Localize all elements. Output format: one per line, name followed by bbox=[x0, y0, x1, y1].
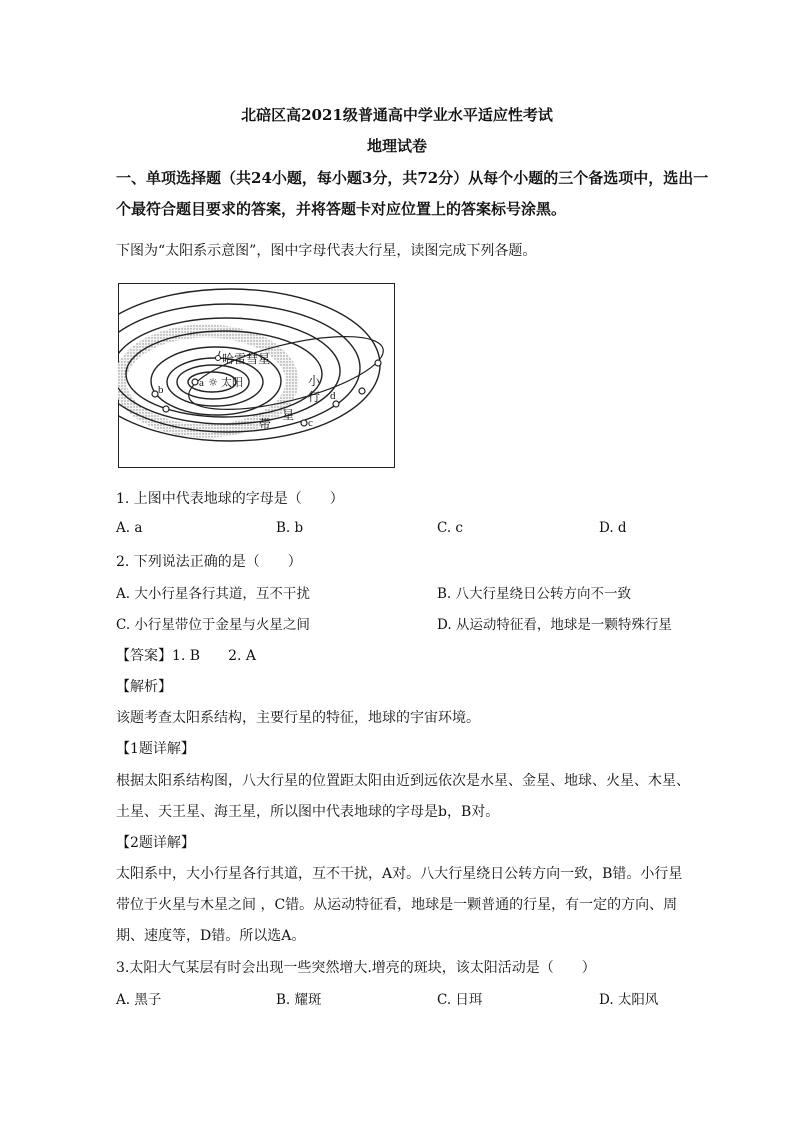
q2-option-b[interactable]: B. 八大行星绕日公转方向不一致 bbox=[437, 586, 632, 602]
q1-option-c[interactable]: C. c bbox=[437, 520, 463, 536]
q2-option-a[interactable]: A. 大小行星各行其道，互不干扰 bbox=[116, 586, 310, 602]
q1-stem: 1. 上图中代表地球的字母是（ ） bbox=[116, 491, 344, 507]
label-sun: 太阳 bbox=[221, 377, 243, 389]
q2-option-d[interactable]: D. 从运动特征看，地球是一颗特殊行星 bbox=[437, 617, 672, 633]
label-belt-3: 星 bbox=[282, 408, 295, 422]
section-instruction-line2: 个最符合题目要求的答案，并将答题卡对应位置上的答案标号涂黑。 bbox=[116, 200, 567, 218]
label-b: b bbox=[158, 384, 164, 396]
q2-stem: 2. 下列说法正确的是（ ） bbox=[116, 554, 302, 570]
q1-option-d[interactable]: D. d bbox=[599, 520, 627, 536]
q2-option-c[interactable]: C. 小行星带位于金星与火星之间 bbox=[116, 617, 310, 633]
planet-a-marker bbox=[192, 379, 198, 385]
q3-option-a[interactable]: A. 黑子 bbox=[116, 992, 162, 1008]
section-instruction-line1: 一、单项选择题（共24小题，每小题3分，共72分）从每个小题的三个备选项中，选出一 bbox=[116, 169, 709, 187]
label-c: c bbox=[308, 417, 313, 429]
planet-extra3-marker bbox=[375, 360, 381, 366]
answer-line: 【答案】1. B 2. A bbox=[116, 648, 257, 664]
label-comet: 哈雷彗星 bbox=[222, 352, 271, 366]
planet-c-marker bbox=[301, 420, 307, 426]
exam-title: 北碚区高2021级普通高中学业水平适应性考试 bbox=[241, 106, 553, 124]
q1-option-b[interactable]: B. b bbox=[276, 520, 304, 536]
exam-subtitle: 地理试卷 bbox=[366, 137, 427, 155]
q3-option-b[interactable]: B. 耀斑 bbox=[276, 992, 322, 1008]
figure-intro: 下图为“太阳系示意图”，图中字母代表大行星，读图完成下列各题。 bbox=[116, 243, 537, 259]
planet-extra-marker bbox=[163, 406, 169, 412]
label-belt-2: 行 bbox=[308, 390, 321, 404]
label-a: a bbox=[199, 377, 204, 389]
q3-option-c[interactable]: C. 日珥 bbox=[437, 992, 483, 1008]
detail1-line1: 根据太阳系结构图，八大行星的位置距太阳由近到远依次是水星、金星、地球、火星、木星、 bbox=[116, 773, 690, 789]
q1-option-a[interactable]: A. a bbox=[116, 520, 143, 536]
label-belt-1: 小 bbox=[308, 374, 321, 388]
detail2-line1: 太阳系中，大小行星各行其道，互不干扰，A对。八大行星绕日公转方向一致，B错。小行星 bbox=[116, 866, 683, 882]
comet-marker bbox=[216, 356, 221, 361]
detail1-line2: 土星、天王星、海王星，所以图中代表地球的字母是b，B对。 bbox=[116, 804, 500, 820]
label-belt-4: 带 bbox=[259, 417, 272, 431]
planet-extra2-marker bbox=[359, 388, 365, 394]
analysis-heading: 【解析】 bbox=[116, 679, 172, 695]
q3-option-d[interactable]: D. 太阳风 bbox=[599, 992, 659, 1008]
analysis-text: 该题考查太阳系结构，主要行星的特征，地球的宇宙环境。 bbox=[116, 710, 480, 726]
q3-stem: 3.太阳大气某层有时会出现一些突然增大.增亮的斑块，该太阳活动是（ ） bbox=[116, 960, 596, 976]
sun-icon: ☼ bbox=[208, 376, 218, 389]
detail2-line3: 期、速度等，D错。所以选A。 bbox=[116, 928, 306, 944]
detail2-line2: 带位于火星与木星之间 ，C错。从运动特征看，地球是一颗普通的行星，有一定的方向、周 bbox=[116, 897, 678, 913]
label-d: d bbox=[330, 390, 336, 402]
detail1-heading: 【1题详解】 bbox=[116, 741, 195, 757]
solar-system-diagram bbox=[118, 283, 395, 468]
detail2-heading: 【2题详解】 bbox=[116, 835, 195, 851]
